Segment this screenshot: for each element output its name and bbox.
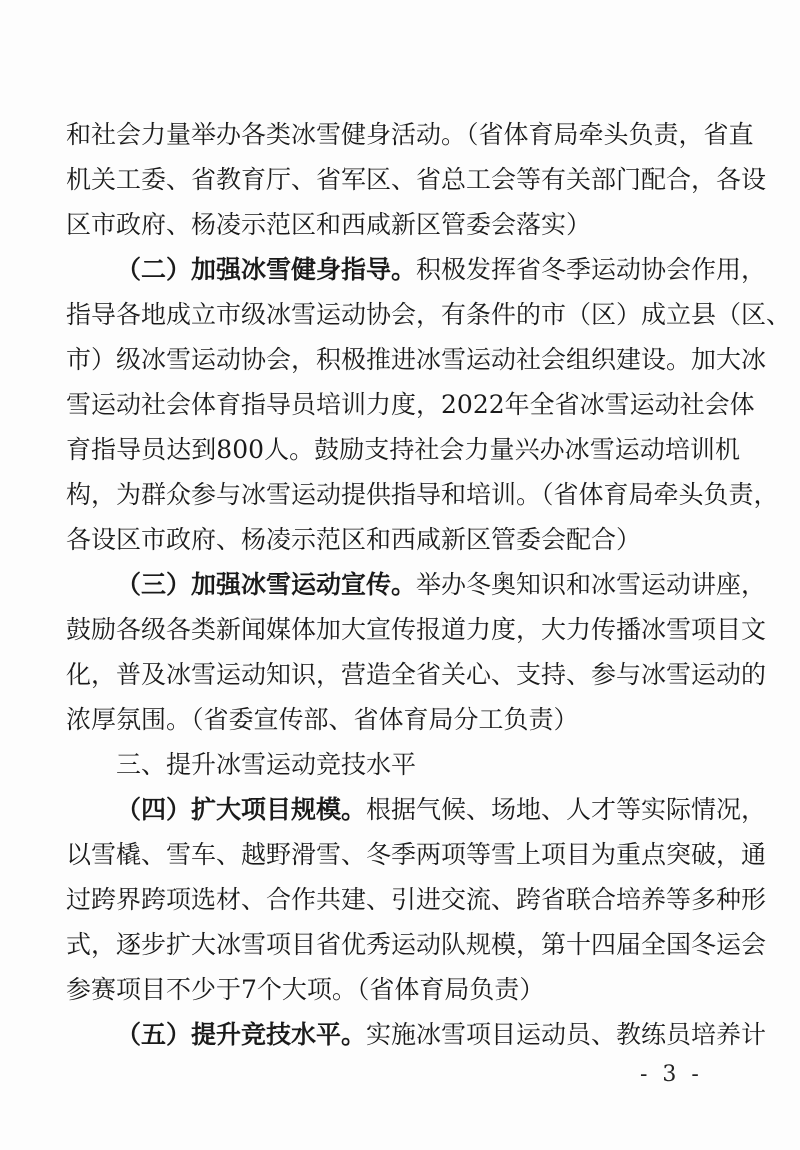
body-line: 过跨界跨项选材、合作共建、引进交流、跨省联合培养等多种形 — [66, 885, 767, 914]
body-text: 举办冬奥知识和冰雪运动讲座， — [416, 570, 767, 599]
paragraph-heading: （五）提升竞技水平。 — [116, 1020, 367, 1049]
paragraph-first-line — [66, 787, 767, 832]
section-heading: 三、提升冰雪运动竞技水平 — [116, 750, 417, 779]
body-line: 参赛项目不少于7个大项。（省体育局负责） — [66, 975, 545, 1004]
paragraph-first-line — [66, 562, 767, 607]
body-line: 区市政府、杨凌示范区和西咸新区管委会落实） — [66, 210, 592, 239]
page-number: - 3 - — [640, 1062, 703, 1087]
document-body — [66, 112, 792, 1057]
body-line: 指导各地成立市级冰雪运动协会，有条件的市（区）成立县（区、 — [66, 300, 792, 329]
body-line: 化，普及冰雪运动知识，营造全省关心、支持、参与冰雪运动的 — [66, 660, 767, 689]
paragraph-heading: （二）加强冰雪健身指导。 — [116, 255, 417, 284]
body-line: 市）级冰雪运动协会，积极推进冰雪运动社会组织建设。加大冰 — [66, 345, 767, 374]
body-line: 以雪橇、雪车、越野滑雪、冬季两项等雪上项目为重点突破，通 — [66, 840, 767, 869]
body-line: 构，为群众参与冰雪运动提供指导和培训。（省体育局牵头负责， — [66, 480, 779, 509]
body-line: 机关工委、省教育厅、省军区、省总工会等有关部门配合，各设 — [66, 165, 767, 194]
body-line: 式，逐步扩大冰雪项目省优秀运动队规模，第十四届全国冬运会 — [66, 930, 767, 959]
body-line: 和社会力量举办各类冰雪健身活动。（省体育局牵头负责，省直 — [66, 120, 754, 149]
body-line: 育指导员达到800人。鼓励支持社会力量兴办冰雪运动培训机 — [66, 435, 740, 464]
paragraph-heading: （四）扩大项目规模。 — [116, 795, 367, 824]
body-text: 积极发挥省冬季运动协会作用， — [416, 255, 767, 284]
body-line: 鼓励各级各类新闻媒体加大宣传报道力度，大力传播冰雪项目文 — [66, 615, 767, 644]
body-text: 实施冰雪项目运动员、教练员培养计 — [366, 1020, 767, 1049]
body-line: 各设区市政府、杨凌示范区和西咸新区管委会配合） — [66, 525, 642, 554]
paragraph-heading: （三）加强冰雪运动宣传。 — [116, 570, 417, 599]
body-line: 雪运动社会体育指导员培训力度，2022年全省冰雪运动社会体 — [66, 390, 755, 419]
paragraph-first-line — [66, 1012, 767, 1057]
body-text: 根据气候、场地、人才等实际情况， — [366, 795, 767, 824]
body-line: 浓厚氛围。（省委宣传部、省体育局分工负责） — [66, 705, 579, 734]
paragraph-first-line — [66, 247, 767, 292]
